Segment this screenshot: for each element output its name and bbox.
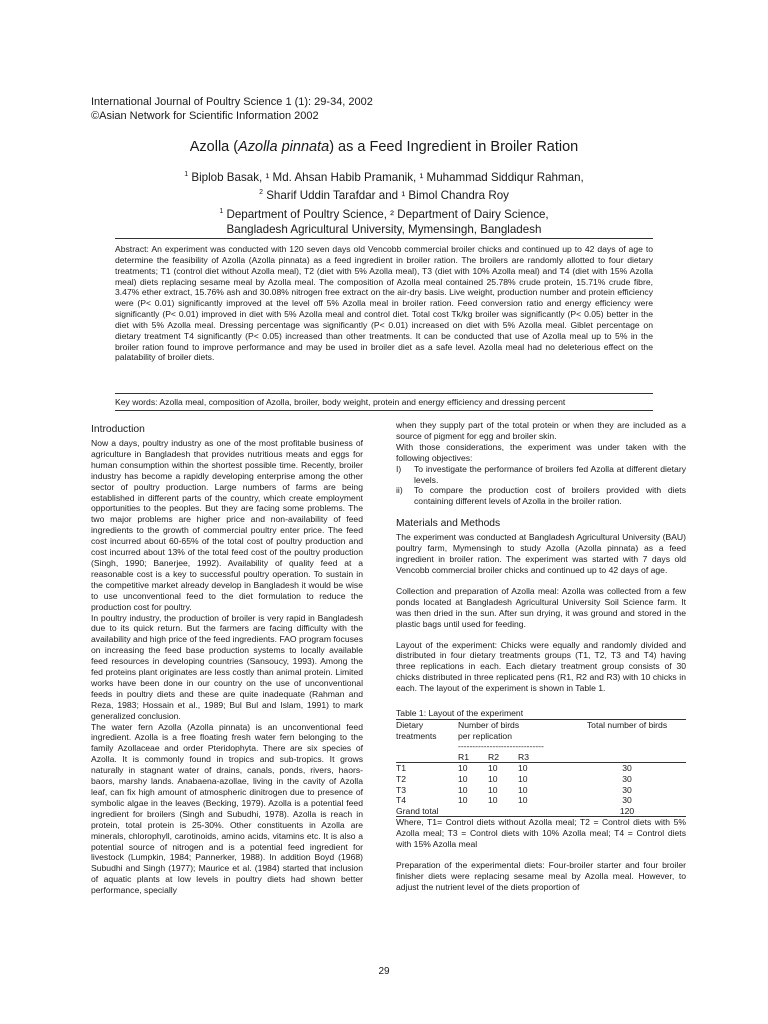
table-1-note: Where, T1= Control diets without Azolla meal; T2 = Control diets with 5% Azolla meal; T3 = Control diets with 10% Azolla meal; T4 = Control diets with 15% Azolla meal [396,817,686,850]
methods-paragraph-4: Preparation of the experimental diets: Four-broiler starter and four broiler finisher diets were replacing sesame meal by Azolla meal. However, to adjust the nutrient level of the diets proportion of [396,860,686,892]
table-header-total: Total number of birds [586,719,668,730]
left-column [91,423,363,896]
rep-header: R3 [518,751,529,762]
table-row: T4 10 10 10 30 [396,795,632,806]
table-row: T3 10 10 10 30 [396,784,632,795]
rep-header: R2 [488,751,499,762]
table-grand-total-row: Grand total 120 [396,806,686,817]
table-row: T2 10 10 10 30 [396,773,632,784]
methods-paragraph-2: Collection and preparation of Azolla meal: Azolla was collected from a few ponds located at Bangladesh Agricultural University Soil Science farm. It was then dried in the sun. After sun drying, it was ground and stored in the plastic bags until used for feeding. [396,585,686,629]
methods-heading: Materials and Methods [396,518,501,530]
abstract: Abstract: An experiment was conducted with 120 seven days old Vencobb commercial broiler chicks and continued up to 42 days of age to determine the feasibility of Azolla (Azolla pinnata) as a feed ingredient in broiler ration. The broilers are randomly allotted to four dietary treatments; T1 (control diet without Azolla meal), T2 (diet with 5% Azolla meal), T3 (diet with 10% Azolla meal) and T4 (diet with 15% Azolla meal) diets replacing sesame meal by Azolla meal. The composition of Azolla meal contained 25.78% crude protein, 15.71% crude fibre, 3.47% ether extract, 15.76% ash and 30.08% nitrogen free extract on the air-dry basis. Live weight, production number and protein efficiency were (P< 0.01) significantly improved at the level off 5% Azolla meal in broiler ration. Feed conversion ratio and energy efficiency were significantly (P< 0.01) improved in diet with 5% Azolla meal and control diet. Total cost Tk/kg broiler was significantly (P< 0.05) better in the diet with 5% Azolla meal. Dressing percentage was significantly (P< 0.01) increased on diet with 5% Azolla meal. Giblet percentage on dietary treatment T4 significantly (P< 0.05) increased than other treatments. It can be conducted that use of Azolla meal up to 5% in the broiler ration found to improve performance and may be used in broiler diet as a safe level. Azolla meal had no deleterious effect on the palatability of broiler diets. [115,244,653,363]
right-paragraph-1: when they supply part of the total protein or when they are included as a source of pigment for egg and broiler skin. [396,420,686,441]
keywords-bottom-rule [115,410,653,411]
intro-paragraph-2: In poultry industry, the production of broiler is very rapid in Bangladesh due to its quick return. But the farmers are facing difficulty with the availability and high price of the feed ingredients. FAO program focuses on increasing the feed base production systems to locally available feed resources in developing countries (Sansoucy, 1993). Among the fed proteins plant originates are less costly than animal protein. Limited works have been done in our country on the use of unconventional feeds in poultry diets and these are quite inadequate (Rahman and Reza, 1983; Hossain et al., 1989; Bul Bul and Islam, 1991) to mark generalized conclusion. [91,612,363,721]
objective-2: ii) To compare the production cost of broilers provided with diets containing different levels of Azolla in the broiler ration. [396,485,686,507]
page-number: 29 [378,966,390,977]
introduction-heading: Introduction [91,424,145,435]
journal-citation: International Journal of Poultry Science 1 (1): 29-34, 2002 [91,96,373,108]
objective-1: I) To investigate the performance of broilers fed Azolla at different dietary levels. [396,463,686,485]
affiliation-line-1: $^1$ Department of Poultry Science, ² Department of Dairy Science, [219,207,549,221]
keywords-top-rule [115,393,653,394]
table-header-treatments: Dietary treatments [396,719,437,741]
affiliation-line-2: Bangladesh Agricultural University, Mymensingh, Bangladesh [226,223,542,237]
keywords: Key words: Azolla meal, composition of Azolla, broiler, body weight, protein and energy efficiency and dressing percent [115,397,566,407]
table-row: T1 10 10 10 30 [396,763,686,774]
abstract-top-rule [115,238,653,239]
table-header-birds: Number of birds per replication ------------------------------ [458,719,544,752]
intro-paragraph-3: The water fern Azolla (Azolla pinnata) is an unconventional feed ingredient. Azolla is a free floating fresh water fern belonging to the family Azollaceae and order Pteridophyta. There are six species of Azolla. It is commonly found in tropics and sub-tropics. It grows naturally in stagnant water of drains, canals, ponds, rivers, haors-baors, marshy lands. Anabaena-azollae, living in the cavity of Azolla leaf, can fix high amount of atmospheric dinitrogen due to presence of symbolic algae in the leaves (Becking, 1979). Azolla is a potential feed ingredient for broilers (Singh and Subudhi, 1978). Azolla is reach in protein, total protein is 25-30%. Other constituents in Azolla are minerals, chlorophyll, carotinoids, amino acids, vitamins etc. It is also a potential source of nitrogen and is a potential feed ingredient for livestock (Lumpkin, 1984; Pannerker, 1988). In addition Boyd (1968) Subudhi and Singh (1977); Maurice et al. (1984) started that inclusion of aquatic plants at low levels in poultry diets had shown better performance, specially [91,721,363,896]
methods-paragraph-1: The experiment was conducted at Bangladesh Agricultural University (BAU) poultry farm, Mymensingh to study Azolla (Azolla pinnata) as a feed ingredient in broiler ration. The experiment was started with 7 days old Vencobb commercial broiler chicks and continued up to 42 days of age. [396,532,686,575]
publisher-line: ©Asian Network for Scientific Information 2002 [91,110,319,122]
title-italic: Azolla pinnata [238,139,330,155]
author-block [0,167,768,238]
intro-paragraph-1: Now a days, poultry industry as one of the most profitable business of agriculture in Bangladesh that provides nutritious meats and eggs for human consumption within the shortest possible time. Recently, broiler industry has become a rapidly developing enterprise among the other sector of poultry production. Large numbers of farms are being established in different parts of the country, which create employment opportunities to the peoples. But they are facing some problems. The two major problems are higher price and non-availability of feed ingredients to the growth of commercial poultry enter price. The feed cost incurred about 60-65% of the total cost of poultry production and cost incurred about 13% of the total feed cost of the poultry production (Singh, 1990; Banerjee, 1992). Availability of quality feed at a reasonable cost is a key to successful poultry operation. To sustain in the competitive market already develop in Bangladesh it would be wise to use unconventional feed to the diet formulation to reduce the production cost for poultry. [91,438,363,612]
table-1 [396,720,686,817]
paper-title: Azolla (Azolla pinnata) as a Feed Ingredient in Broiler Ration [189,139,579,155]
author-line-2: $^2$ Sharif Uddin Tarafdar and ¹ Bimol Chandra Roy [259,189,509,203]
journal-header [91,95,373,123]
author-line-1: $^1$ Biplob Basak, ¹ Md. Ahsan Habib Pramanik, ¹ Muhammad Siddiqur Rahman, [184,170,584,184]
methods-paragraph-3: Layout of the experiment: Chicks were equally and randomly divided and distributed in four dietary treatments groups (T1, T2, T3 and T4) having three replications in each. Each dietary treatment group consists of 30 chicks distributed in three replicated pens (R1, R2 and R3) with 10 chicks in each. The layout of the experiment is shown in Table 1. [396,639,686,694]
right-paragraph-2: With those considerations, the experiment was under taken with the following objectives: [396,441,686,463]
table-1-title: Table 1: Layout of the experiment [396,708,686,720]
rep-header: R1 [458,751,469,762]
right-column [396,420,686,893]
